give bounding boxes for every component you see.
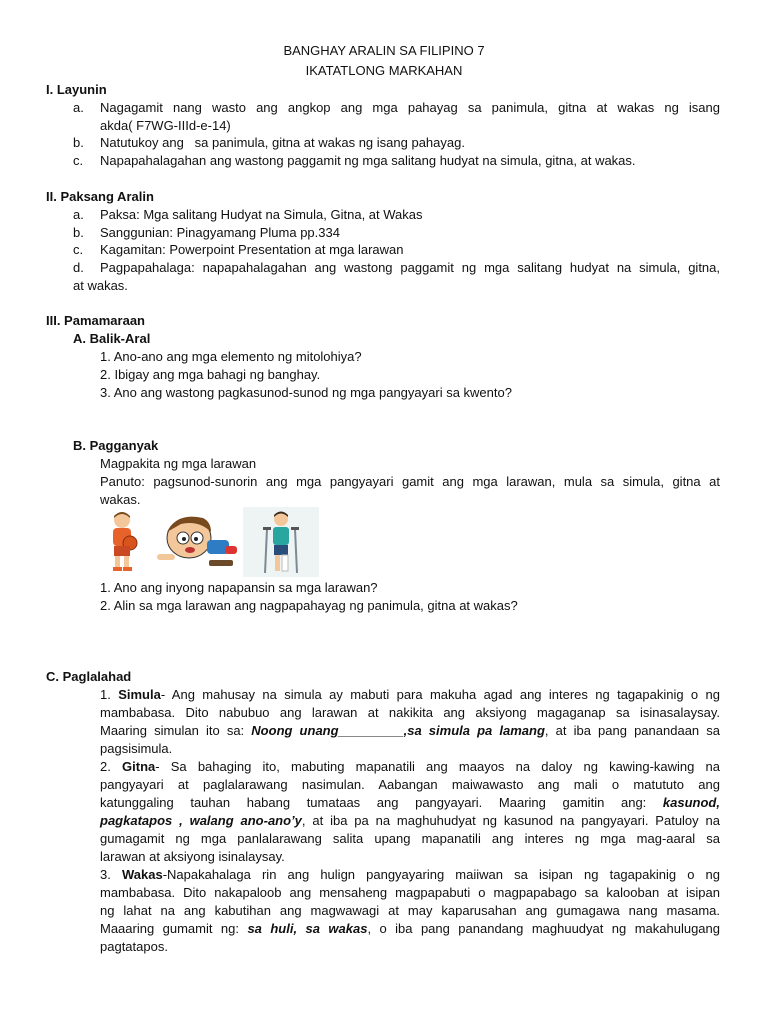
layunin-item-a-cont: akda( F7WG-IIId-e-14) <box>100 118 231 133</box>
layunin-marker-a: a. <box>73 100 84 115</box>
wakas-line-5: pagtatapos. <box>100 939 168 954</box>
simula-text-3c: , at iba pang panandaan sa <box>544 723 720 738</box>
subheading-paglalahad: C. Paglalahad <box>46 669 132 684</box>
section-heading-paksang: II. Paksang Aralin <box>46 189 154 204</box>
wakas-line-4 <box>100 920 720 938</box>
section-heading-pamamaraan: III. Pamamaraan <box>46 313 145 328</box>
paksang-marker-b: b. <box>73 225 84 240</box>
document-title: BANGHAY ARALIN SA FILIPINO 7 <box>283 43 485 58</box>
pagganyak-panuto-cont: wakas. <box>100 492 141 507</box>
paksang-marker-d: d. <box>73 260 84 275</box>
wakas-line-1 <box>100 866 720 884</box>
gitna-text-3a: katunggaling tauhan habang tumataas ang pangyayari. Maaring gamitin ang: <box>100 795 663 810</box>
paksang-item-b: Sanggunian: Pinagyamang Pluma pp.334 <box>100 225 340 240</box>
gitna-line-6: larawan at aksiyong isinalaysay. <box>100 849 285 864</box>
wakas-text-1: -Napakahalaga rin ang hulign pangyayaring maiiwan sa isipan ng tagapakinig o ng <box>162 867 720 882</box>
layunin-item-a: Nagagamit nang wasto ang angkop ang mga pahayag sa panimula, gitna at wakas ng isang <box>100 100 720 115</box>
gitna-term: Gitna <box>122 759 156 774</box>
wakas-line-2: mambabasa. Dito nakapaloob ang mensaheng magpapabuti o magpapabago sa kalooban at isipan <box>100 885 720 900</box>
pagganyak-line-1: Magpakita ng mga larawan <box>100 456 257 471</box>
document-subtitle: IKATATLONG MARKAHAN <box>305 63 463 78</box>
section-heading-layunin: I. Layunin <box>46 82 107 97</box>
balik-question-3: 3. Ano ang wastong pagkasunod-sunod ng mga pangyayari sa kwento? <box>100 385 512 400</box>
gitna-text-4b: , at iba pa na maghuhudyat ng kasunod na pangyayari. Patuloy na <box>301 813 720 828</box>
simula-text-1: - Ang mahusay na simula ay mabuti para makuha agad ang interes ng tagapakinig o ng <box>160 687 720 702</box>
gitna-num: 2. <box>100 759 111 774</box>
simula-text-3a: Maaring simulan ito sa: <box>100 723 252 738</box>
paksang-item-d: Pagpapahalaga: napapahalagahan ang wastong paggamit ng mga salitang hudyat na simula, gitna, <box>100 260 720 275</box>
balik-question-2: 2. Ibigay ang mga bahagi ng banghay. <box>100 367 321 382</box>
paksang-item-a: Paksa: Mga salitang Hudyat na Simula, Gitna, at Wakas <box>100 207 423 222</box>
simula-line-2: mambabasa. Dito nabubuo ang larawan at nakikita ang aksiyong magaganap sa isinasalaysay. <box>100 705 720 720</box>
pagganyak-question-1: 1. Ano ang inyong napapansin sa mga larawan? <box>100 580 378 595</box>
wakas-num: 3. <box>100 867 111 882</box>
pagganyak-panuto: Panuto: pagsunod-sunorin ang mga pangyayari gamit ang mga larawan, mula sa simula, gitna at <box>100 474 720 489</box>
paksang-marker-c: c. <box>73 242 84 257</box>
wakas-text-4c: , o iba pang panandang maghuudyat ng makahulugang <box>367 921 720 936</box>
gitna-example-2: pagkatapos , walang ano-ano’y <box>100 813 302 828</box>
gitna-line-2: pangyayari at paglalarawang nasimulan. Aabangan maiwawasto ang mali o matututo ang <box>100 777 720 792</box>
gitna-text-1: - Sa bahaging ito, mabuting mapanatili ang maayos na daloy ng kawing-kawing na <box>155 759 720 774</box>
gitna-example-1: kasunod, <box>662 795 720 810</box>
wakas-text-4a: Maaaring gumamit ng: <box>100 921 248 936</box>
gitna-line-5: gumagamit ng mga panlalarawang salita upang mapanatili ang interes ng mga mag-aaral sa <box>100 831 720 846</box>
child-basketball-image <box>100 510 148 574</box>
child-falling-image <box>153 510 239 572</box>
layunin-marker-c: c. <box>73 153 84 168</box>
gitna-line-1 <box>100 758 720 776</box>
paksang-marker-a: a. <box>73 207 84 222</box>
simula-term: Simula <box>118 687 161 702</box>
child-crutches-image <box>243 507 319 577</box>
simula-line-1 <box>100 686 720 704</box>
layunin-item-b: Natutukoy ang sa panimula, gitna at wakas ng isang pahayag. <box>100 135 465 150</box>
pagganyak-question-2: 2. Alin sa mga larawan ang nagpapahayag ng panimula, gitna at wakas? <box>100 598 518 613</box>
wakas-term: Wakas <box>121 867 163 882</box>
simula-line-4: pagsisimula. <box>100 741 173 756</box>
gitna-line-3 <box>100 794 720 812</box>
simula-examples: Noong unang_________,sa simula pa lamang <box>251 723 545 738</box>
subheading-pagganyak: B. Pagganyak <box>73 438 159 453</box>
layunin-marker-b: b. <box>73 135 84 150</box>
paksang-item-d-cont: at wakas. <box>73 278 128 293</box>
wakas-examples: sa huli, sa wakas <box>247 921 368 936</box>
subheading-balik-aral: A. Balik-Aral <box>73 331 151 346</box>
simula-num: 1. <box>100 687 111 702</box>
wakas-line-3: ng lahat na ang kabutihan ang magwawagi at may kaparusahan ang gumagawa nang masama. <box>100 903 720 918</box>
paksang-item-c: Kagamitan: Powerpoint Presentation at mga larawan <box>100 242 404 257</box>
simula-line-3 <box>100 722 720 740</box>
gitna-line-4 <box>100 812 720 830</box>
layunin-item-c: Napapahalagahan ang wastong paggamit ng mga salitang hudyat na simula, gitna, at wakas. <box>100 153 636 168</box>
balik-question-1: 1. Ano-ano ang mga elemento ng mitolohiya? <box>100 349 362 364</box>
